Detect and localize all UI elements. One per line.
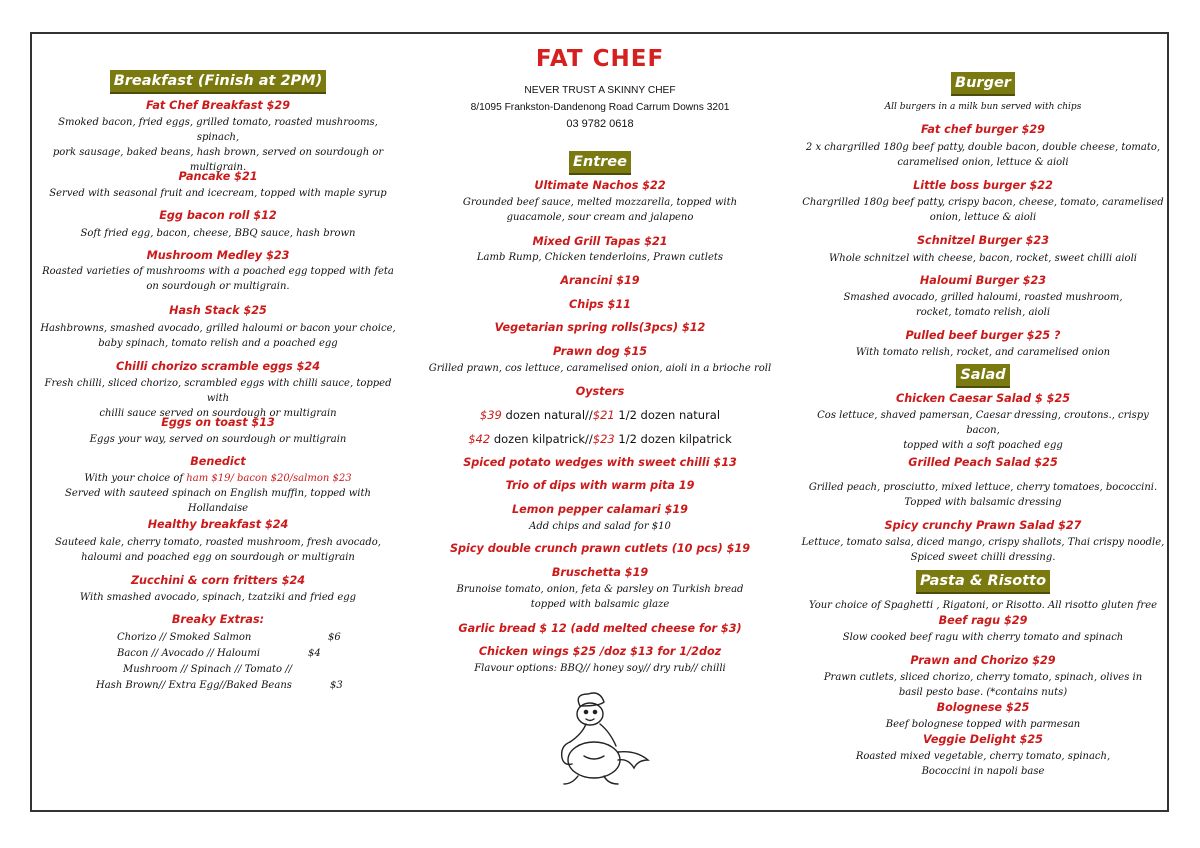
menu-item-title: Vegetarian spring rolls(3pcs) $12 — [494, 321, 706, 334]
menu-item-title: Chicken Caesar Salad $ $25 — [895, 392, 1071, 405]
pasta-heading: Pasta & Risotto — [916, 570, 1050, 594]
menu-item-title: Grilled Peach Salad $25 — [908, 456, 1058, 469]
menu-item-title: Pancake $21 — [178, 170, 258, 183]
menu-item-desc: Flavour options: BBQ// honey soy// dry rub// chilli — [474, 663, 726, 674]
extras-price: $6 — [328, 632, 341, 643]
menu-item-title: Haloumi Burger $23 — [919, 274, 1047, 287]
menu-item-title: Healthy breakfast $24 — [147, 518, 289, 531]
menu-item-desc: Grilled peach, prosciutto, mixed lettuce, cherry tomatoes, bococcini. Topped with balsamic dressing — [808, 482, 1158, 508]
brand-phone: 03 9782 0618 — [566, 118, 634, 130]
menu-item-title: Prawn and Chorizo $29 — [910, 654, 1056, 667]
menu-item-title: Benedict — [190, 455, 246, 468]
menu-item-desc: Smashed avocado, grilled haloumi, roasted mushroom, rocket, tomato relish, aioli — [843, 292, 1123, 318]
entree-heading: Entree — [569, 151, 631, 175]
menu-item-desc: Slow cooked beef ragu with cherry tomato and spinach — [842, 632, 1124, 643]
chef-illustration — [548, 690, 658, 790]
menu-item-desc: With tomato relish, rocket, and caramelised onion — [855, 347, 1111, 358]
menu-item-title: Bolognese $25 — [936, 701, 1030, 714]
extras-line: Chorizo // Smoked Salmon — [117, 632, 252, 643]
oysters-line: $39 dozen natural//$21 1/2 dozen natural — [479, 408, 721, 422]
menu-item-title: Fat chef burger $29 — [921, 123, 1045, 136]
menu-item-desc: Chargrilled 180g beef patty, crispy bacon, cheese, tomato, caramelised onion, lettuce & aioli — [802, 197, 1164, 223]
extras-line: Mushroom // Spinach // Tomato // — [123, 664, 292, 675]
menu-item-title: Lemon pepper calamari $19 — [512, 503, 688, 516]
menu-item-title: Garlic bread $ 12 (add melted cheese for $3) — [458, 622, 742, 635]
menu-item-desc: Smoked bacon, fried eggs, grilled tomato, roasted mushrooms, spinach, pork sausage, baked beans, hash brown, served on sourdough or multigrain. — [52, 117, 384, 173]
menu-item-title: Mushroom Medley $23 — [146, 249, 290, 262]
menu-item-desc: Prawn cutlets, sliced chorizo, cherry tomato, spinach, olives in basil pesto base. (*contains nuts) — [823, 672, 1143, 698]
menu-item-title: Schnitzel Burger $23 — [917, 234, 1049, 247]
extras-line: Bacon // Avocado // Haloumi — [117, 648, 261, 659]
burger-heading: Burger — [951, 72, 1015, 96]
menu-item-title: Arancini $19 — [560, 274, 640, 287]
extras-price: $3 — [330, 680, 343, 691]
menu-item-title: Zucchini & corn fritters $24 — [130, 574, 306, 587]
menu-item-title: Beef ragu $29 — [938, 614, 1028, 627]
menu-item-desc: Grilled prawn, cos lettuce, caramelised onion, aioli in a brioche roll — [428, 363, 772, 374]
menu-item-desc: 2 x chargrilled 180g beef patty, double bacon, double cheese, tomato, caramelised onion, lettuce & aioli — [805, 142, 1161, 168]
menu-item-desc: Brunoise tomato, onion, feta & parsley on Turkish bread topped with balsamic glaze — [456, 584, 744, 610]
menu-item-title: Veggie Delight $25 — [923, 733, 1043, 746]
menu-item-title: Chips $11 — [569, 298, 631, 311]
breakfast-heading: Breakfast (Finish at 2PM) — [110, 70, 327, 94]
menu-item-title: Eggs on toast $13 — [161, 416, 275, 429]
menu-item-title: Pulled beef burger $25 ? — [905, 329, 1061, 342]
menu-item-desc: With your choice of ham $19/ bacon $20/salmon $23 Served with sauteed spinach on English muffin, topped with Hollandaise — [65, 473, 371, 514]
pasta-note: Your choice of Spaghetti , Rigatoni, or Risotto. All risotto gluten free — [808, 600, 1158, 611]
extras-line: Hash Brown// Extra Egg//Baked Beans — [96, 680, 292, 691]
menu-item-title: Fat Chef Breakfast $29 — [146, 99, 290, 112]
menu-item-desc: Roasted mixed vegetable, cherry tomato, spinach, Bococcini in napoli base — [855, 751, 1111, 777]
menu-item-title: Egg bacon roll $12 — [159, 209, 277, 222]
brand-tagline: NEVER TRUST A SKINNY CHEF — [524, 85, 676, 96]
menu-item-desc: Hashbrowns, smashed avocado, grilled haloumi or bacon your choice, baby spinach, tomato relish and a poached egg — [40, 323, 396, 349]
menu-item-desc: Fresh chilli, sliced chorizo, scrambled eggs with chilli sauce, topped with chilli sauce served on sourdough or multigrain — [44, 378, 392, 419]
menu-item-title: Spicy double crunch prawn cutlets (10 pcs) $19 — [449, 542, 751, 555]
extras-price: $4 — [308, 648, 321, 659]
extras-title: Breaky Extras: — [171, 613, 265, 626]
menu-item-desc: Whole schnitzel with cheese, bacon, rocket, sweet chilli aioli — [829, 253, 1137, 264]
menu-item-title: Ultimate Nachos $22 — [534, 179, 666, 192]
menu-item-title: Bruschetta $19 — [551, 566, 649, 579]
menu-item-desc: Eggs your way, served on sourdough or multigrain — [89, 434, 347, 445]
menu-item-desc: Lamb Rump, Chicken tenderloins, Prawn cutlets — [476, 252, 724, 263]
menu-item-title: Little boss burger $22 — [913, 179, 1053, 192]
menu-item-desc: Cos lettuce, shaved pamersan, Caesar dressing, croutons., crispy bacon, topped with a soft poached egg — [817, 410, 1149, 451]
menu-item-desc: Beef bolognese topped with parmesan — [885, 719, 1081, 730]
menu-item-desc: With smashed avocado, spinach, tzatziki and fried egg — [79, 592, 357, 603]
menu-item-desc: Grounded beef sauce, melted mozzarella, topped with guacamole, sour cream and jalapeno — [462, 197, 738, 223]
menu-item-desc: Soft fried egg, bacon, cheese, BBQ sauce, hash brown — [80, 228, 356, 239]
salad-heading: Salad — [956, 364, 1009, 388]
brand-name: FAT CHEF — [535, 46, 665, 72]
menu-item-desc: Add chips and salad for $10 — [529, 521, 671, 532]
menu-item-title: Mixed Grill Tapas $21 — [532, 235, 668, 248]
menu-item-desc: Roasted varieties of mushrooms with a poached egg topped with feta on sourdough or multigrain. — [42, 266, 394, 292]
oysters-line: $42 dozen kilpatrick//$23 1/2 dozen kilpatrick — [468, 432, 732, 446]
brand-address: 8/1095 Frankston-Dandenong Road Carrum Downs 3201 — [470, 102, 730, 113]
menu-item-title: Chicken wings $25 /doz $13 for 1/2doz — [478, 645, 722, 658]
menu-item-desc: Sauteed kale, cherry tomato, roasted mushroom, fresh avocado, haloumi and poached egg on sourdough or multigrain — [55, 537, 381, 563]
menu-item-title: Trio of dips with warm pita 19 — [505, 479, 695, 492]
menu-item-title: Hash Stack $25 — [169, 304, 267, 317]
menu-item-title: Spiced potato wedges with sweet chilli $13 — [463, 456, 737, 469]
menu-item-desc: Lettuce, tomato salsa, diced mango, crispy shallots, Thai crispy noodle, Spiced sweet chilli dressing. — [801, 537, 1165, 563]
menu-item-title: Prawn dog $15 — [552, 345, 648, 358]
burger-note: All burgers in a milk bun served with chips — [884, 102, 1082, 112]
menu-item-title: Chilli chorizo scramble eggs $24 — [116, 360, 320, 373]
menu-item-title: Oysters — [575, 385, 625, 398]
menu-item-title: Spicy crunchy Prawn Salad $27 — [884, 519, 1082, 532]
menu-item-desc: Served with seasonal fruit and icecream, topped with maple syrup — [49, 188, 387, 199]
